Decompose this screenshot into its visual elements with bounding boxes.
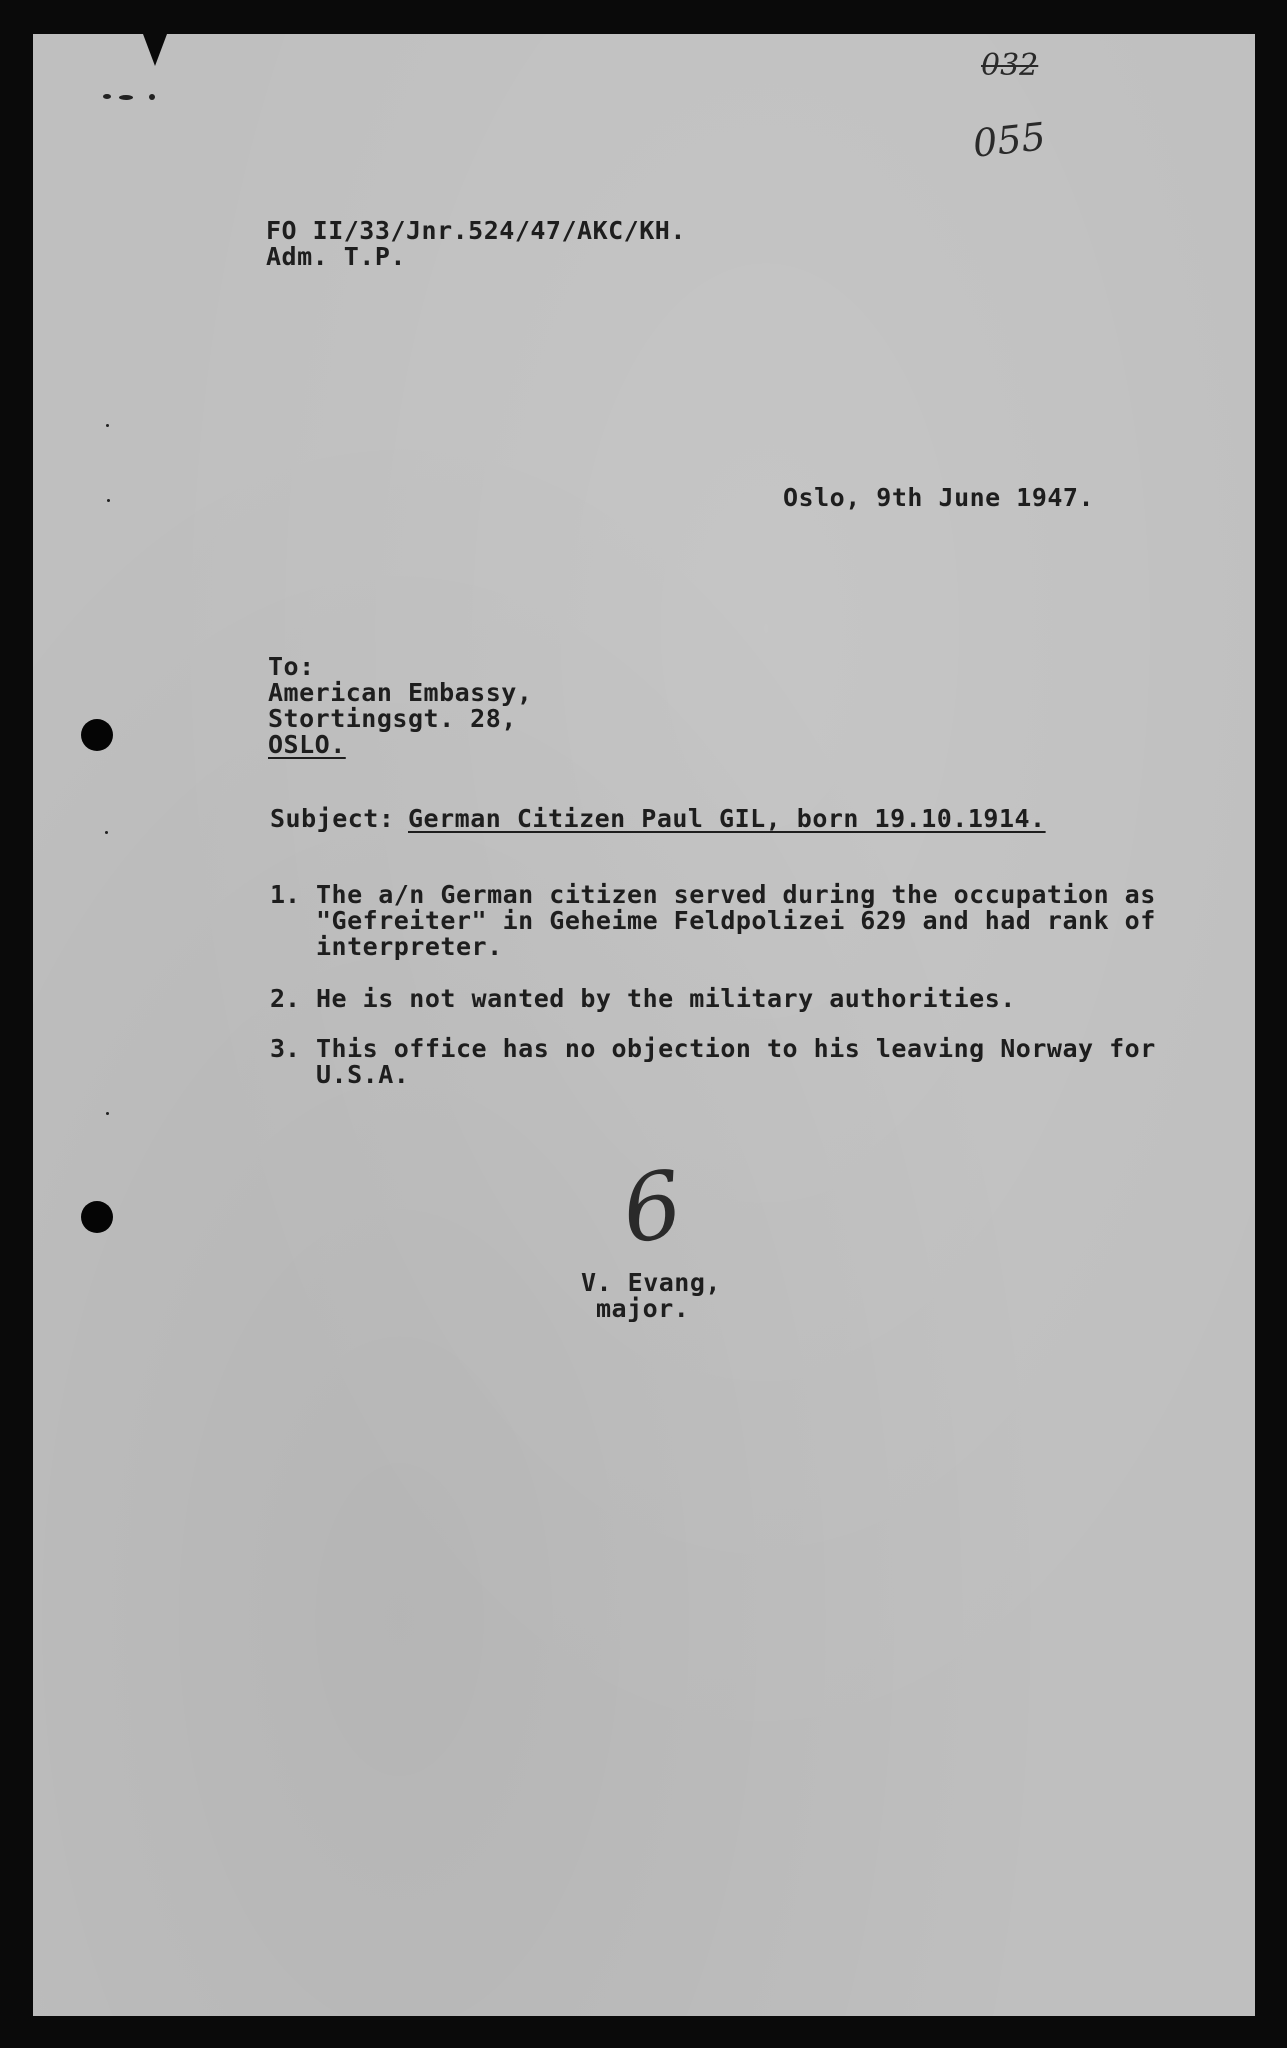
recipient-label: To: (268, 652, 315, 681)
recipient-line-2: Stortingsgt. 28, (268, 704, 517, 733)
ink-speck (119, 95, 133, 100)
paragraph-2-line-1: He is not wanted by the military authorities. (316, 984, 1016, 1013)
torn-corner-mark (143, 34, 167, 66)
subject-label: Subject: (270, 804, 395, 833)
paragraph-2-number: 2. (270, 984, 301, 1013)
reference-line-1: FO II/33/Jnr.524/47/AKC/KH. (266, 216, 686, 245)
paragraph-3-line-1: This office has no objection to his leaving Norway for (316, 1034, 1156, 1063)
recipient-line-3: OSLO. (268, 730, 346, 759)
paragraph-3-line-2: U.S.A. (316, 1060, 410, 1089)
reference-line-2: Adm. T.P. (266, 242, 406, 271)
paragraph-1-line-1: The a/n German citizen served during the occupation as (316, 880, 1156, 909)
ink-speck (149, 94, 155, 100)
signature-name: V. Evang, (581, 1268, 721, 1297)
ink-speck (106, 424, 109, 427)
punch-hole-top (81, 719, 113, 751)
signature-rank: major. (596, 1294, 690, 1323)
ink-speck (107, 499, 110, 502)
ink-speck (103, 94, 111, 99)
document-page (33, 34, 1255, 2016)
ink-speck (106, 1112, 109, 1115)
paragraph-1-number: 1. (270, 880, 301, 909)
archive-number: 055 (970, 114, 1048, 166)
archive-number-struck: 032 (981, 48, 1039, 83)
ink-speck (105, 831, 108, 834)
punch-hole-bottom (81, 1201, 113, 1233)
date-line: Oslo, 9th June 1947. (783, 483, 1095, 512)
subject-text: German Citizen Paul GIL, born 19.10.1914. (408, 804, 1046, 833)
signature-mark: 6 (615, 1150, 689, 1265)
paragraph-1-line-3: interpreter. (316, 932, 503, 961)
paragraph-1-line-2: "Gefreiter" in Geheime Feldpolizei 629 and had rank of (316, 906, 1156, 935)
recipient-line-1: American Embassy, (268, 678, 533, 707)
paragraph-3-number: 3. (270, 1034, 301, 1063)
